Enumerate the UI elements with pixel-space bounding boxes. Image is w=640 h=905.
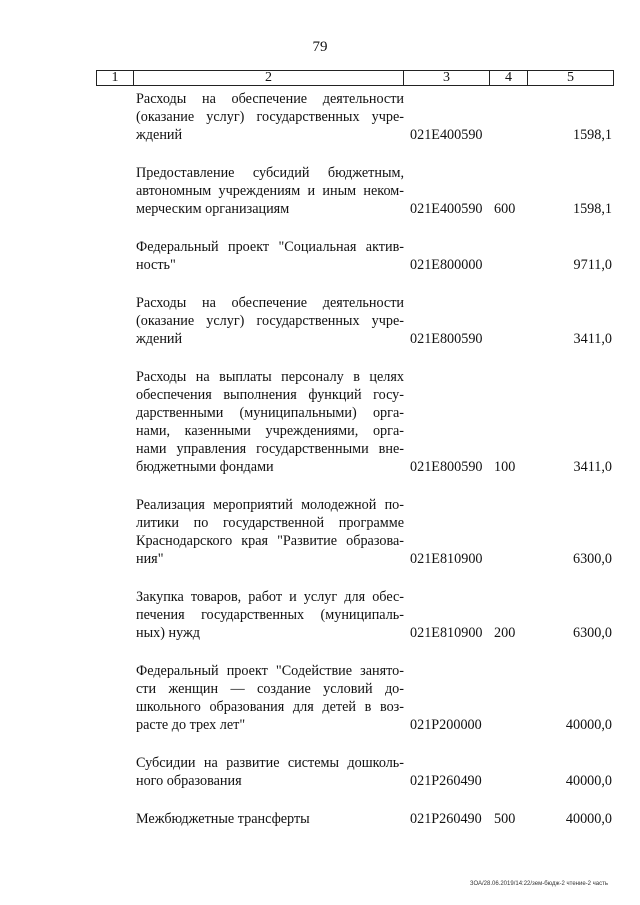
table-row (0, 90, 640, 144)
description-line: (оказание услуг) государственных учре- (136, 109, 404, 125)
description-line: дарственными (муниципальными) орга- (136, 405, 404, 421)
description-line: Реализация мероприятий молодежной по- (136, 497, 404, 513)
row-amount: 9711,0 (573, 257, 612, 273)
row-code: 021P260490 (410, 811, 482, 827)
row-type: 600 (494, 201, 516, 217)
description-line: школьного образования для детей в воз- (136, 699, 404, 715)
description-line: обеспечения выполнения функций госу- (136, 387, 404, 403)
table-row (0, 368, 640, 476)
table-row (0, 754, 640, 790)
description-line: бюджетными фондами (136, 459, 274, 475)
page-number: 79 (312, 39, 328, 55)
row-description (136, 90, 404, 144)
description-line: (оказание услуг) государственных учре- (136, 313, 404, 329)
header-col-2: 2 (134, 71, 404, 85)
description-line: сти женщин — создание условий до- (136, 681, 404, 697)
description-line: Субсидии на развитие системы дошколь- (136, 755, 404, 771)
table-row (0, 294, 640, 348)
description-line: ность" (136, 257, 176, 273)
footer-stamp: ЗОА/28.06.2019/14:22/зем-бюдж-2 чтение-2 часть (469, 881, 608, 887)
row-description (136, 238, 404, 274)
row-description (136, 588, 404, 642)
row-code: 021E800590 (410, 331, 483, 347)
row-amount: 40000,0 (565, 717, 612, 733)
header-col-4: 4 (490, 71, 528, 85)
row-amount: 3411,0 (573, 331, 612, 347)
row-code: 021P260490 (410, 773, 482, 789)
row-description (136, 662, 404, 734)
table-header (96, 70, 614, 86)
table-row (0, 588, 640, 642)
description-line: Расходы на выплаты персоналу в целях (136, 369, 404, 385)
description-line: расте до трех лет" (136, 717, 246, 733)
row-description (136, 754, 404, 790)
header-col-3: 3 (404, 71, 490, 85)
row-amount: 40000,0 (565, 773, 612, 789)
description-line: мерческим организациям (136, 201, 290, 217)
row-code: 021P200000 (410, 717, 482, 733)
row-code: 021E400590 (410, 127, 483, 143)
table-body (0, 90, 640, 848)
description-line: Расходы на обеспечение деятельности (136, 295, 404, 311)
description-line: Межбюджетные трансферты (136, 811, 310, 827)
description-line: Расходы на обеспечение деятельности (136, 91, 404, 107)
description-line: ждений (136, 127, 183, 143)
description-line: Предоставление субсидий бюджетным, (136, 165, 404, 181)
description-line: ных) нужд (136, 625, 201, 641)
row-description (136, 368, 404, 476)
row-code: 021E810900 (410, 625, 483, 641)
description-line: нами, казенными учреждениями, орга- (136, 423, 404, 439)
row-code: 021E800590 (410, 459, 483, 475)
row-code: 021E800000 (410, 257, 483, 273)
description-line: Закупка товаров, работ и услуг для обес- (136, 589, 404, 605)
row-description (136, 496, 404, 568)
description-line: ждений (136, 331, 183, 347)
row-type: 500 (494, 811, 516, 827)
row-amount: 6300,0 (572, 551, 612, 567)
row-code: 021E400590 (410, 201, 483, 217)
description-line: печения государственных (муниципаль- (136, 607, 404, 623)
description-line: Краснодарского края "Развитие образова- (136, 533, 404, 549)
row-description (136, 294, 404, 348)
description-line: Федеральный проект "Социальная актив- (136, 239, 404, 255)
row-type: 100 (494, 459, 516, 475)
header-col-1: 1 (97, 71, 134, 85)
row-amount: 3411,0 (573, 459, 612, 475)
row-code: 021E810900 (410, 551, 483, 567)
row-description (136, 164, 404, 218)
table-row (0, 810, 640, 828)
table-row (0, 238, 640, 274)
description-line: автономным учреждениям и иным неком- (136, 183, 404, 199)
description-line: Федеральный проект "Содействие занято- (136, 663, 404, 679)
description-line: нами управления государственными вне- (136, 441, 404, 457)
description-line: ния" (136, 551, 164, 567)
header-col-5: 5 (567, 70, 574, 85)
table-row (0, 496, 640, 568)
row-type: 200 (494, 625, 516, 641)
description-line: литики по государственной программе (136, 515, 404, 531)
row-amount: 6300,0 (572, 625, 612, 641)
row-amount: 1598,1 (572, 201, 612, 217)
table-row (0, 662, 640, 734)
table-row (0, 164, 640, 218)
row-amount: 40000,0 (565, 811, 612, 827)
row-amount: 1598,1 (572, 127, 612, 143)
row-description (136, 810, 404, 828)
description-line: ного образования (136, 773, 242, 789)
